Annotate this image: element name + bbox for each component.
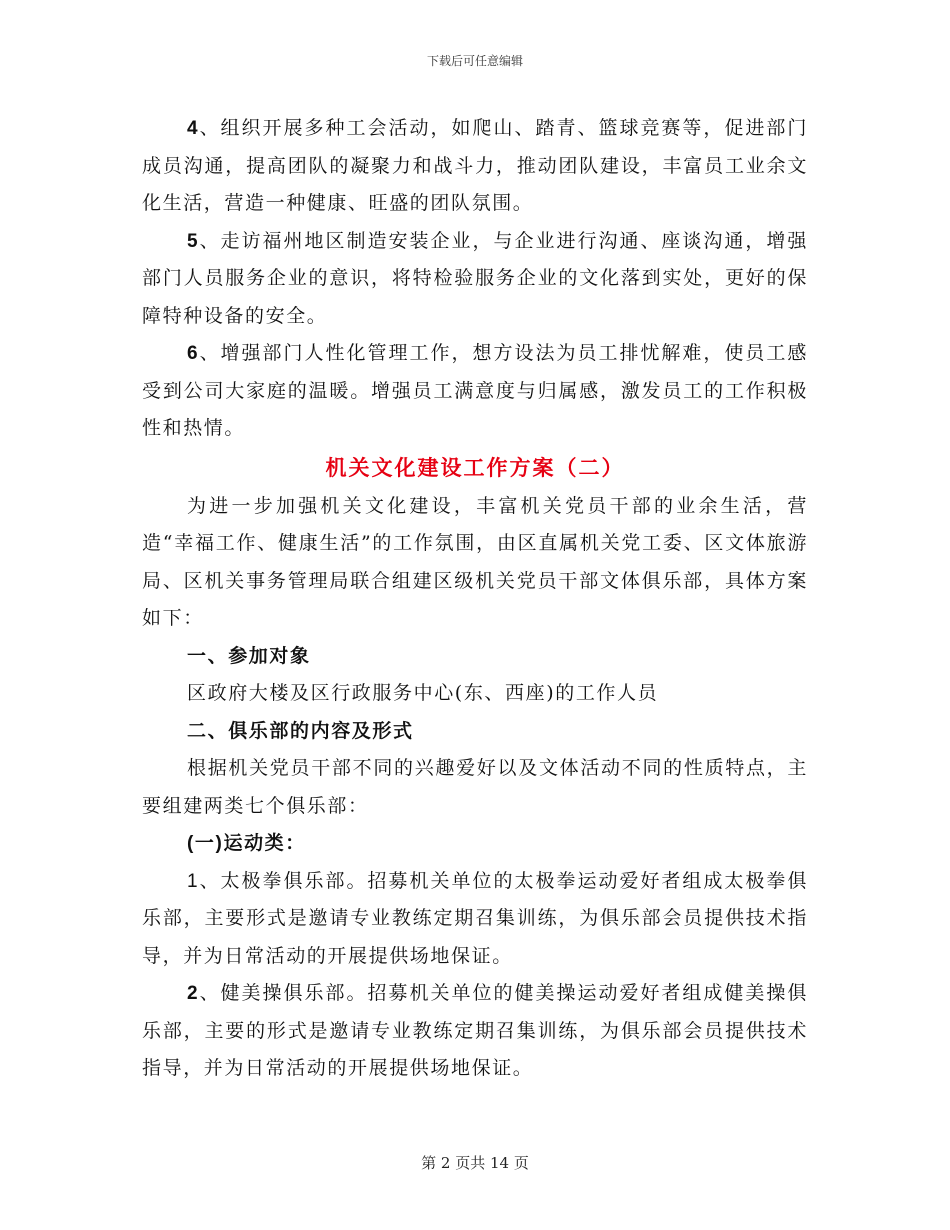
participants-text: 区政府大楼及区行政服务中心(东、西座)的工作人员 [187, 682, 659, 704]
item-number: 1 [187, 870, 200, 892]
document-body [142, 110, 808, 1088]
intro-paragraph: 为进一步加强机关文化建设，丰富机关党员干部的业余生活，营造“幸福工作、健康生活”的工作氛围，由区直属机关党工委、区文体旅游局、区机关事务管理局联合组建区级机关党员干部文体俱乐部，具体方案如下： [142, 494, 808, 629]
page-header: 下载后可任意编辑 [426, 54, 523, 68]
section-title: 机关文化建设工作方案（二） [325, 454, 625, 480]
item-number: 2 [187, 983, 200, 1004]
item-number: 4 [187, 118, 200, 139]
club-item-2 [142, 975, 808, 1088]
item-number: 6 [187, 343, 200, 364]
club-item-1 [142, 863, 808, 976]
list-item-6 [142, 335, 808, 448]
item-text: 、健美操俱乐部。招募机关单位的健美操运动爱好者组成健美操俱乐部，主要的形式是邀请专业教练定期召集训练，为俱乐部会员提供技术指导，并为日常活动的开展提供场地保证。 [142, 982, 808, 1079]
list-item-4 [142, 110, 808, 223]
item-text: 、太极拳俱乐部。招募机关单位的太极拳运动爱好者组成太极拳俱乐部，主要形式是邀请专业教练定期召集训练，为俱乐部会员提供技术指导，并为日常活动的开展提供场地保证。 [142, 869, 808, 967]
page-footer: 第 2 页共 14 页 [421, 1154, 529, 1172]
subheading-text: 运动类： [223, 832, 306, 854]
subheading-label: (一) [187, 833, 224, 854]
heading-club-content: 二、俱乐部的内容及形式 [187, 719, 414, 742]
club-content-text: 根据机关党员干部不同的兴趣爱好以及文体活动不同的性质特点，主要组建两类七个俱乐部： [142, 757, 808, 817]
list-item-5 [142, 223, 808, 336]
subheading-sports [142, 825, 808, 863]
item-text: 、走访福州地区制造安装企业，与企业进行沟通、座谈沟通，增强部门人员服务企业的意识，将特检验服务企业的文化落到实处，更好的保障特种设备的安全。 [142, 229, 808, 327]
item-text: 、增强部门人性化管理工作，想方设法为员工排忧解难，使员工感受到公司大家庭的温暖。增强员工满意度与归属感，激发员工的工作积极性和热情。 [142, 342, 808, 439]
item-number: 5 [187, 230, 200, 252]
heading-participants: 一、参加对象 [187, 644, 311, 667]
item-text: 、组织开展多种工会活动，如爬山、踏青、篮球竞赛等，促进部门成员沟通，提高团队的凝聚力和战斗力，推动团队建设，丰富员工业余文化生活，营造一种健康、旺盛的团队氛围。 [142, 117, 808, 214]
